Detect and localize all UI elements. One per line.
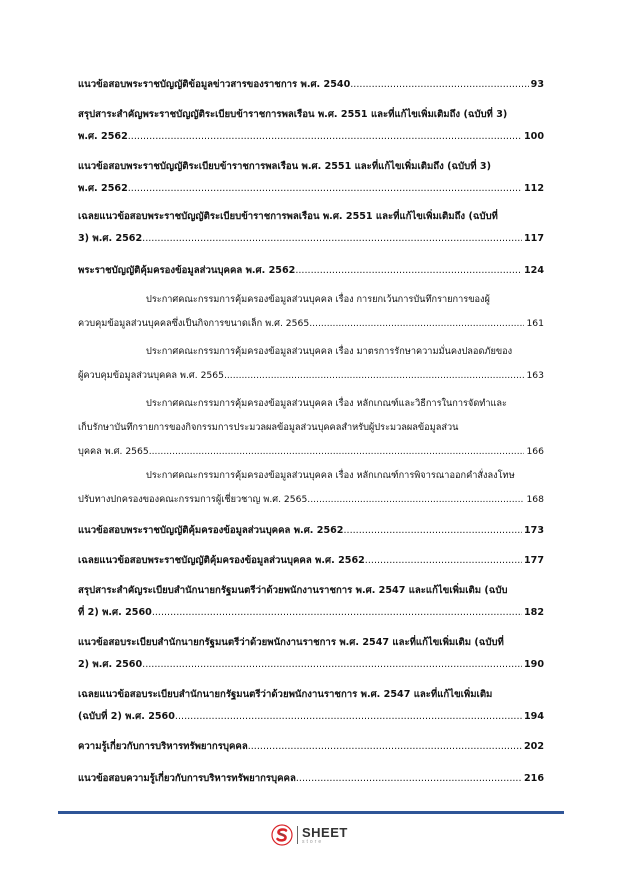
toc-leader-dots [309, 312, 524, 336]
toc-page-number: 177 [523, 555, 544, 566]
toc-leader-dots [343, 520, 521, 542]
toc-entry[interactable] [78, 736, 544, 758]
toc-entry[interactable] [78, 74, 544, 96]
toc-page-number: 173 [523, 525, 544, 536]
toc-leader-dots [128, 126, 522, 148]
toc-page-number: 163 [526, 370, 544, 381]
sheet-store-logo [271, 822, 357, 848]
toc-entry-title-cont: พ.ศ. 2562 [78, 131, 128, 142]
toc-entry[interactable] [78, 520, 544, 542]
toc-entry-title-cont: ผู้ควบคุมข้อมูลส่วนบุคคล พ.ศ. 2565 [78, 370, 224, 381]
logo-word: SHEET [302, 824, 348, 840]
toc-entry-title: ประกาศคณะกรรมการคุ้มครองข้อมูลส่วนบุคคล เรื่อง การยกเว้นการบันทึกรายการของผู้ [146, 294, 490, 305]
toc-page-number: 216 [523, 773, 544, 784]
toc-page-number: 124 [523, 265, 544, 276]
toc-leader-dots [295, 260, 522, 282]
toc-leader-dots [248, 736, 522, 758]
toc-entry-title: สรุปสาระสำคัญระเบียบสำนักนายกรัฐมนตรีว่าด้วยพนักงานราชการ พ.ศ. 2547 และแก้ไขเพิ่มเติม (ฉบับ [78, 585, 508, 596]
footer-rule [58, 811, 564, 814]
toc-entry-title-cont: เก็บรักษาบันทึกรายการของกิจกรรมการประมวลผลข้อมูลส่วนบุคคลสำหรับผู้ประมวลผลข้อมูลส่วน [78, 422, 459, 433]
toc-entry-title-cont: ควบคุมข้อมูลส่วนบุคคลซึ่งเป็นกิจการขนาดเล็ก พ.ศ. 2565 [78, 318, 310, 329]
toc-page-number: 117 [523, 233, 544, 244]
toc-entry-title-cont: 2) พ.ศ. 2560 [78, 659, 143, 670]
toc-page-number: 194 [523, 711, 544, 722]
toc-entry-title-cont: บุคคล พ.ศ. 2565 [78, 446, 149, 457]
toc-page-number: 100 [523, 131, 544, 142]
logo-separator [297, 826, 298, 844]
toc-page-number: 112 [523, 183, 544, 194]
toc-entry-title: ประกาศคณะกรรมการคุ้มครองข้อมูลส่วนบุคคล เรื่อง มาตรการรักษาความมั่นคงปลอดภัยของ [146, 346, 513, 357]
toc-entry[interactable] [78, 156, 544, 200]
toc-subentry[interactable] [78, 288, 544, 336]
toc-entry-title: แนวข้อสอบพระราชบัญญัติข้อมูลข่าวสารของราชการ พ.ศ. 2540 [78, 79, 351, 90]
toc-entry-title: ความรู้เกี่ยวกับการบริหารทรัพยากรบุคคล [78, 741, 248, 752]
toc-entry-title: เฉลยแนวข้อสอบพระราชบัญญัติคุ้มครองข้อมูลส่วนบุคคล พ.ศ. 2562 [78, 555, 365, 566]
toc-entry-title-cont: ปรับทางปกครองของคณะกรรมการผู้เชี่ยวชาญ พ.ศ. 2565 [78, 494, 308, 505]
toc-subentry[interactable] [78, 340, 544, 388]
toc-entry-title-cont: พ.ศ. 2562 [78, 183, 128, 194]
logo-text [302, 826, 348, 845]
toc-page-number: 190 [523, 659, 544, 670]
toc-leader-dots [142, 228, 522, 250]
toc-leader-dots [296, 768, 522, 790]
toc-entry[interactable] [78, 550, 544, 572]
toc-page-number: 202 [523, 741, 544, 752]
toc-entry-title: แนวข้อสอบพระราชบัญญัติคุ้มครองข้อมูลส่วนบุคคล พ.ศ. 2562 [78, 525, 344, 536]
toc-entry-title: ประกาศคณะกรรมการคุ้มครองข้อมูลส่วนบุคคล เรื่อง หลักเกณฑ์และวิธีการในการจัดทำและ [146, 398, 507, 409]
toc-entry[interactable] [78, 260, 544, 282]
sheet-store-logo-icon [271, 824, 293, 846]
toc-entry-title: ประกาศคณะกรรมการคุ้มครองข้อมูลส่วนบุคคล เรื่อง หลักเกณฑ์การพิจารณาออกคำสั่งลงโทษ [146, 470, 515, 481]
toc-subentry[interactable] [78, 464, 544, 512]
toc-entry[interactable] [78, 768, 544, 790]
toc-page-number: 166 [526, 446, 544, 457]
toc-page-number: 182 [523, 607, 544, 618]
toc-entry-title: พระราชบัญญัติคุ้มครองข้อมูลส่วนบุคคล พ.ศ. 2562 [78, 265, 296, 276]
toc-leader-dots [142, 654, 522, 676]
toc-entry-title: เฉลยแนวข้อสอบพระราชบัญญัติระเบียบข้าราชการพลเรือน พ.ศ. 2551 และที่แก้ไขเพิ่มเติมถึง (ฉบับที่ [78, 211, 498, 222]
toc-entry-title-cont: 3) พ.ศ. 2562 [78, 233, 143, 244]
toc-entry-title: สรุปสาระสำคัญพระราชบัญญัติระเบียบข้าราชการพลเรือน พ.ศ. 2551 และที่แก้ไขเพิ่มเติมถึง (ฉบับที่ 3) [78, 109, 508, 120]
toc-leader-dots [350, 74, 528, 96]
toc-entry-title: แนวข้อสอบความรู้เกี่ยวกับการบริหารทรัพยากรบุคคล [78, 773, 296, 784]
toc-leader-dots [175, 706, 522, 728]
toc-leader-dots [224, 364, 524, 388]
toc-entry-title-cont: ที่ 2) พ.ศ. 2560 [78, 607, 152, 618]
toc-page-number: 168 [526, 494, 544, 505]
toc-entry[interactable] [78, 632, 544, 676]
toc-entry[interactable] [78, 104, 544, 148]
toc-entry-title: เฉลยแนวข้อสอบระเบียบสำนักนายกรัฐมนตรีว่าด้วยพนักงานราชการ พ.ศ. 2547 และที่แก้ไขเพิ่มเติม [78, 689, 493, 700]
toc-entry-title: แนวข้อสอบพระราชบัญญัติระเบียบข้าราชการพลเรือน พ.ศ. 2551 และที่แก้ไขเพิ่มเติมถึง (ฉบับที่ 3) [78, 161, 491, 172]
toc-entry[interactable] [78, 580, 544, 624]
toc-page-number: 161 [526, 318, 544, 329]
toc-page-number: 93 [530, 79, 544, 90]
toc-leader-dots [152, 602, 522, 624]
toc-entry[interactable] [78, 206, 544, 250]
logo-subword: store [302, 838, 324, 845]
toc-leader-dots [307, 488, 524, 512]
toc-entry[interactable] [78, 684, 544, 728]
toc-leader-dots [128, 178, 522, 200]
toc-subentry[interactable] [78, 392, 544, 464]
toc-entry-title: แนวข้อสอบระเบียบสำนักนายกรัฐมนตรีว่าด้วยพนักงานราชการ พ.ศ. 2547 และที่แก้ไขเพิ่มเติม (ฉบับที่ [78, 637, 504, 648]
toc-leader-dots [365, 550, 522, 572]
toc-leader-dots [149, 440, 525, 464]
toc-entry-title-cont: (ฉบับที่ 2) พ.ศ. 2560 [78, 711, 175, 722]
